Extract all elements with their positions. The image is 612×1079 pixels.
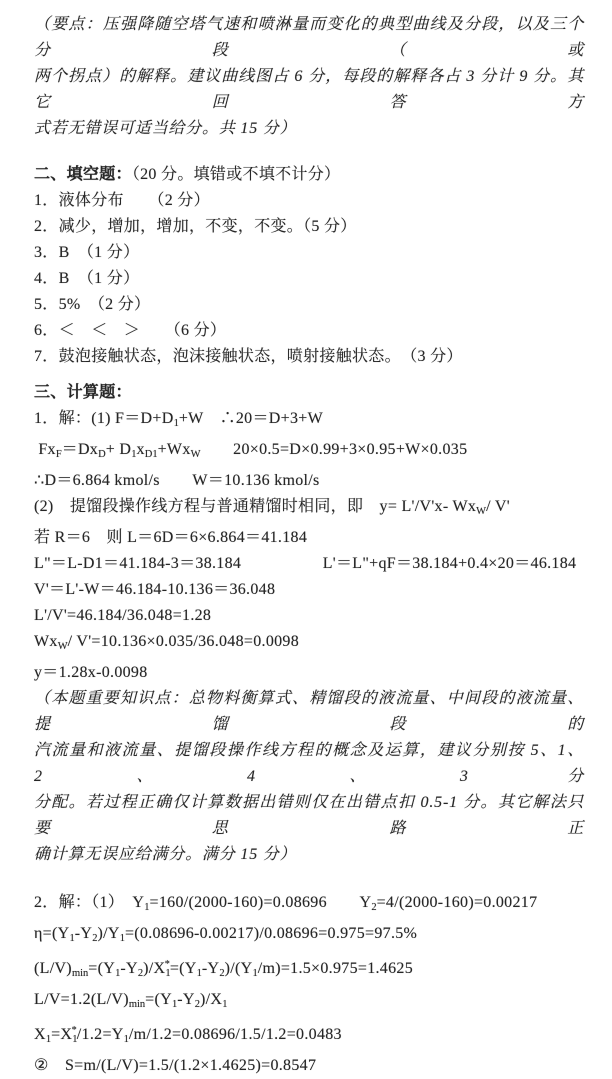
text-line (34, 240, 584, 266)
text-segment: （20 分。填错或不填不计分） (131, 166, 341, 183)
text-segment: ∴D＝6.864 kmol/s W＝10.136 kmol/s (34, 472, 320, 489)
text-segment: 1 (119, 933, 125, 944)
text-segment: ② S=m/(L/V)=1.5/(1.2×1.4625)=0.8547 (34, 1057, 317, 1074)
text-segment: )/X (199, 991, 223, 1008)
text-segment: )/X (143, 960, 166, 977)
text-segment: F (55, 449, 62, 460)
text-line (34, 292, 584, 318)
text-line (34, 890, 584, 921)
text-segment: （本题重要知识点：总物料衡算式、精馏段的液流量、中间段的液流量、提馏段的 (34, 690, 584, 733)
text-segment: =(Y (145, 991, 172, 1008)
text-segment: 1 (115, 968, 121, 979)
text-line (34, 188, 584, 214)
text-segment: y＝1.28x-0.0098 (34, 664, 148, 681)
text-segment: 1 (252, 968, 258, 979)
problem2-solution (34, 890, 584, 1079)
text-segment: -Y (201, 960, 220, 977)
text-segment: 两个拐点）的解释。建议曲线图占 6 分，每段的解释各占 3 分计 9 分。其它回答方 (34, 68, 584, 111)
text-segment: Fx (34, 441, 56, 458)
text-line (34, 468, 584, 494)
text-segment: 确计算无误应给满分。满分 15 分） (34, 846, 297, 863)
text-line (34, 790, 584, 842)
text-segment: min (128, 999, 146, 1010)
text-segment: * (164, 959, 170, 970)
text-segment: + D (105, 441, 132, 458)
text-segment: / V' (486, 498, 510, 515)
text-segment: ＝Dx (61, 441, 99, 458)
text-segment: 1 (72, 1034, 78, 1045)
text-segment: W (57, 641, 68, 652)
text-segment: =(Y (88, 960, 116, 977)
text-segment: /m/1.2=0.08696/1.5/1.2=0.0483 (128, 1026, 342, 1043)
text-segment: 1 (123, 1034, 129, 1045)
text-line (34, 525, 584, 551)
text-segment: =X (51, 1026, 73, 1043)
text-line (34, 12, 584, 64)
text-segment: 汽流量和液流量、提馏段操作线方程的概念及运算，建议分别按 5、1、2、4、3 分 (34, 742, 584, 785)
text-segment: /m)=1.5×0.975=1.4625 (257, 960, 414, 977)
text-line (34, 64, 584, 116)
text-line (34, 1053, 584, 1079)
text-segment: 1 (165, 968, 171, 979)
grading-note-q1 (34, 12, 584, 142)
text-segment: 2．解：（1） Y (34, 894, 145, 911)
text-segment: W (190, 449, 201, 460)
text-segment: 2 (219, 968, 225, 979)
text-line (34, 437, 584, 468)
text-segment: L'/V'=46.184/36.048=1.28 (34, 607, 212, 624)
text-line (34, 1018, 584, 1053)
text-segment: V'＝L'-W＝46.184-10.136＝36.048 (34, 581, 276, 598)
text-line (34, 162, 584, 188)
text-line (34, 921, 584, 952)
text-segment: 1 (196, 968, 202, 979)
section-fill-in-blanks (34, 162, 584, 370)
text-line (34, 494, 584, 525)
text-line (34, 116, 584, 142)
text-segment: )/Y (97, 925, 120, 942)
text-segment: * (71, 1025, 77, 1036)
text-segment: +Wx (157, 441, 191, 458)
text-line (34, 380, 584, 406)
text-segment: -Y (120, 960, 138, 977)
text-segment: 6．＜ ＜ ＞ （6 分） (34, 322, 227, 339)
text-segment: =160/(2000-160)=0.08696 Y (149, 894, 372, 911)
text-segment: 2 (92, 933, 98, 944)
text-segment: 1．液体分布 （2 分） (34, 192, 210, 209)
text-segment: 1 (45, 1034, 52, 1045)
heading-text: 三、计算题： (34, 384, 132, 401)
text-line (34, 952, 584, 987)
text-segment: D1 (144, 449, 158, 460)
text-segment: -Y (74, 925, 93, 942)
text-segment: (L/V) (34, 960, 72, 977)
text-line (34, 318, 584, 344)
text-segment: 2 (137, 968, 144, 979)
text-segment: 3．B （1 分） (34, 244, 140, 261)
text-segment: =(Y (169, 960, 197, 977)
text-segment: -Y (177, 991, 195, 1008)
text-segment: 1 (171, 999, 178, 1010)
text-segment: 2．减少，增加，增加，不变，不变。（5 分） (34, 218, 357, 235)
text-segment: 分配。若过程正确仅计算数据出错则仅在出错点扣 0.5-1 分。其它解法只要思路正 (34, 794, 584, 837)
text-segment: （要点：压强降随空塔气速和喷淋量而变化的典型曲线及分段，以及三个分段（或 (34, 16, 584, 59)
text-segment: 2 (371, 902, 377, 913)
text-segment: 1 (131, 449, 137, 460)
text-segment: 1 (69, 933, 75, 944)
text-segment: 1 (173, 418, 179, 429)
text-segment: =4/(2000-160)=0.00217 (376, 894, 538, 911)
text-segment: (2) 提馏段操作线方程与普通精馏时相同，即 y= L'/V'x- Wx (34, 498, 477, 515)
text-line (34, 406, 584, 437)
text-segment: η=(Y (34, 925, 70, 942)
text-segment: 7．鼓泡接触状态，泡沫接触状态，喷射接触状态。 （3 分） (34, 348, 463, 365)
text-line (34, 344, 584, 370)
text-segment: L"＝L-D1＝41.184-3＝38.184 L'＝L"+qF＝38.184+0.4×20＝46.184 (34, 555, 577, 572)
text-line (34, 660, 584, 686)
text-line (34, 842, 584, 868)
text-line (34, 603, 584, 629)
text-line (34, 214, 584, 240)
text-line (34, 686, 584, 738)
text-segment: 5．5% （2 分） (34, 296, 151, 313)
text-segment: 1 (144, 902, 150, 913)
text-segment: Wx (34, 633, 58, 650)
text-segment: 20×0.5=D×0.99+3×0.95+W×0.035 (200, 441, 468, 458)
text-line (34, 266, 584, 292)
text-segment: +W ∴20＝D+3+W (178, 410, 323, 427)
text-line (34, 551, 584, 577)
text-segment: 1．解：(1) F＝D+D (34, 410, 174, 427)
text-segment: 1 (222, 999, 228, 1010)
text-line (34, 577, 584, 603)
section-calculation (34, 380, 584, 868)
text-segment: / V'=10.136×0.035/36.048=0.0098 (67, 633, 300, 650)
text-segment: 2 (194, 999, 200, 1010)
text-segment: /1.2=Y (76, 1026, 124, 1043)
text-segment: =(0.08696-0.00217)/0.08696=0.975=97.5% (124, 925, 418, 942)
text-segment: 4．B （1 分） (34, 270, 140, 287)
text-segment: L/V=1.2(L/V) (34, 991, 129, 1008)
text-segment: min (71, 968, 89, 979)
text-line (34, 629, 584, 660)
text-segment: x (136, 441, 145, 458)
text-line (34, 987, 584, 1018)
text-line (34, 738, 584, 790)
text-segment: )/(Y (224, 960, 253, 977)
text-segment: 若 R＝6 则 L＝6D＝6×6.864＝41.184 (34, 529, 308, 546)
text-segment: W (476, 506, 487, 517)
text-segment: 式若无错误可适当给分。共 15 分） (34, 120, 297, 137)
heading-text: 二、填空题： (34, 166, 132, 183)
text-segment: D (98, 449, 106, 460)
text-segment: X (34, 1026, 46, 1043)
